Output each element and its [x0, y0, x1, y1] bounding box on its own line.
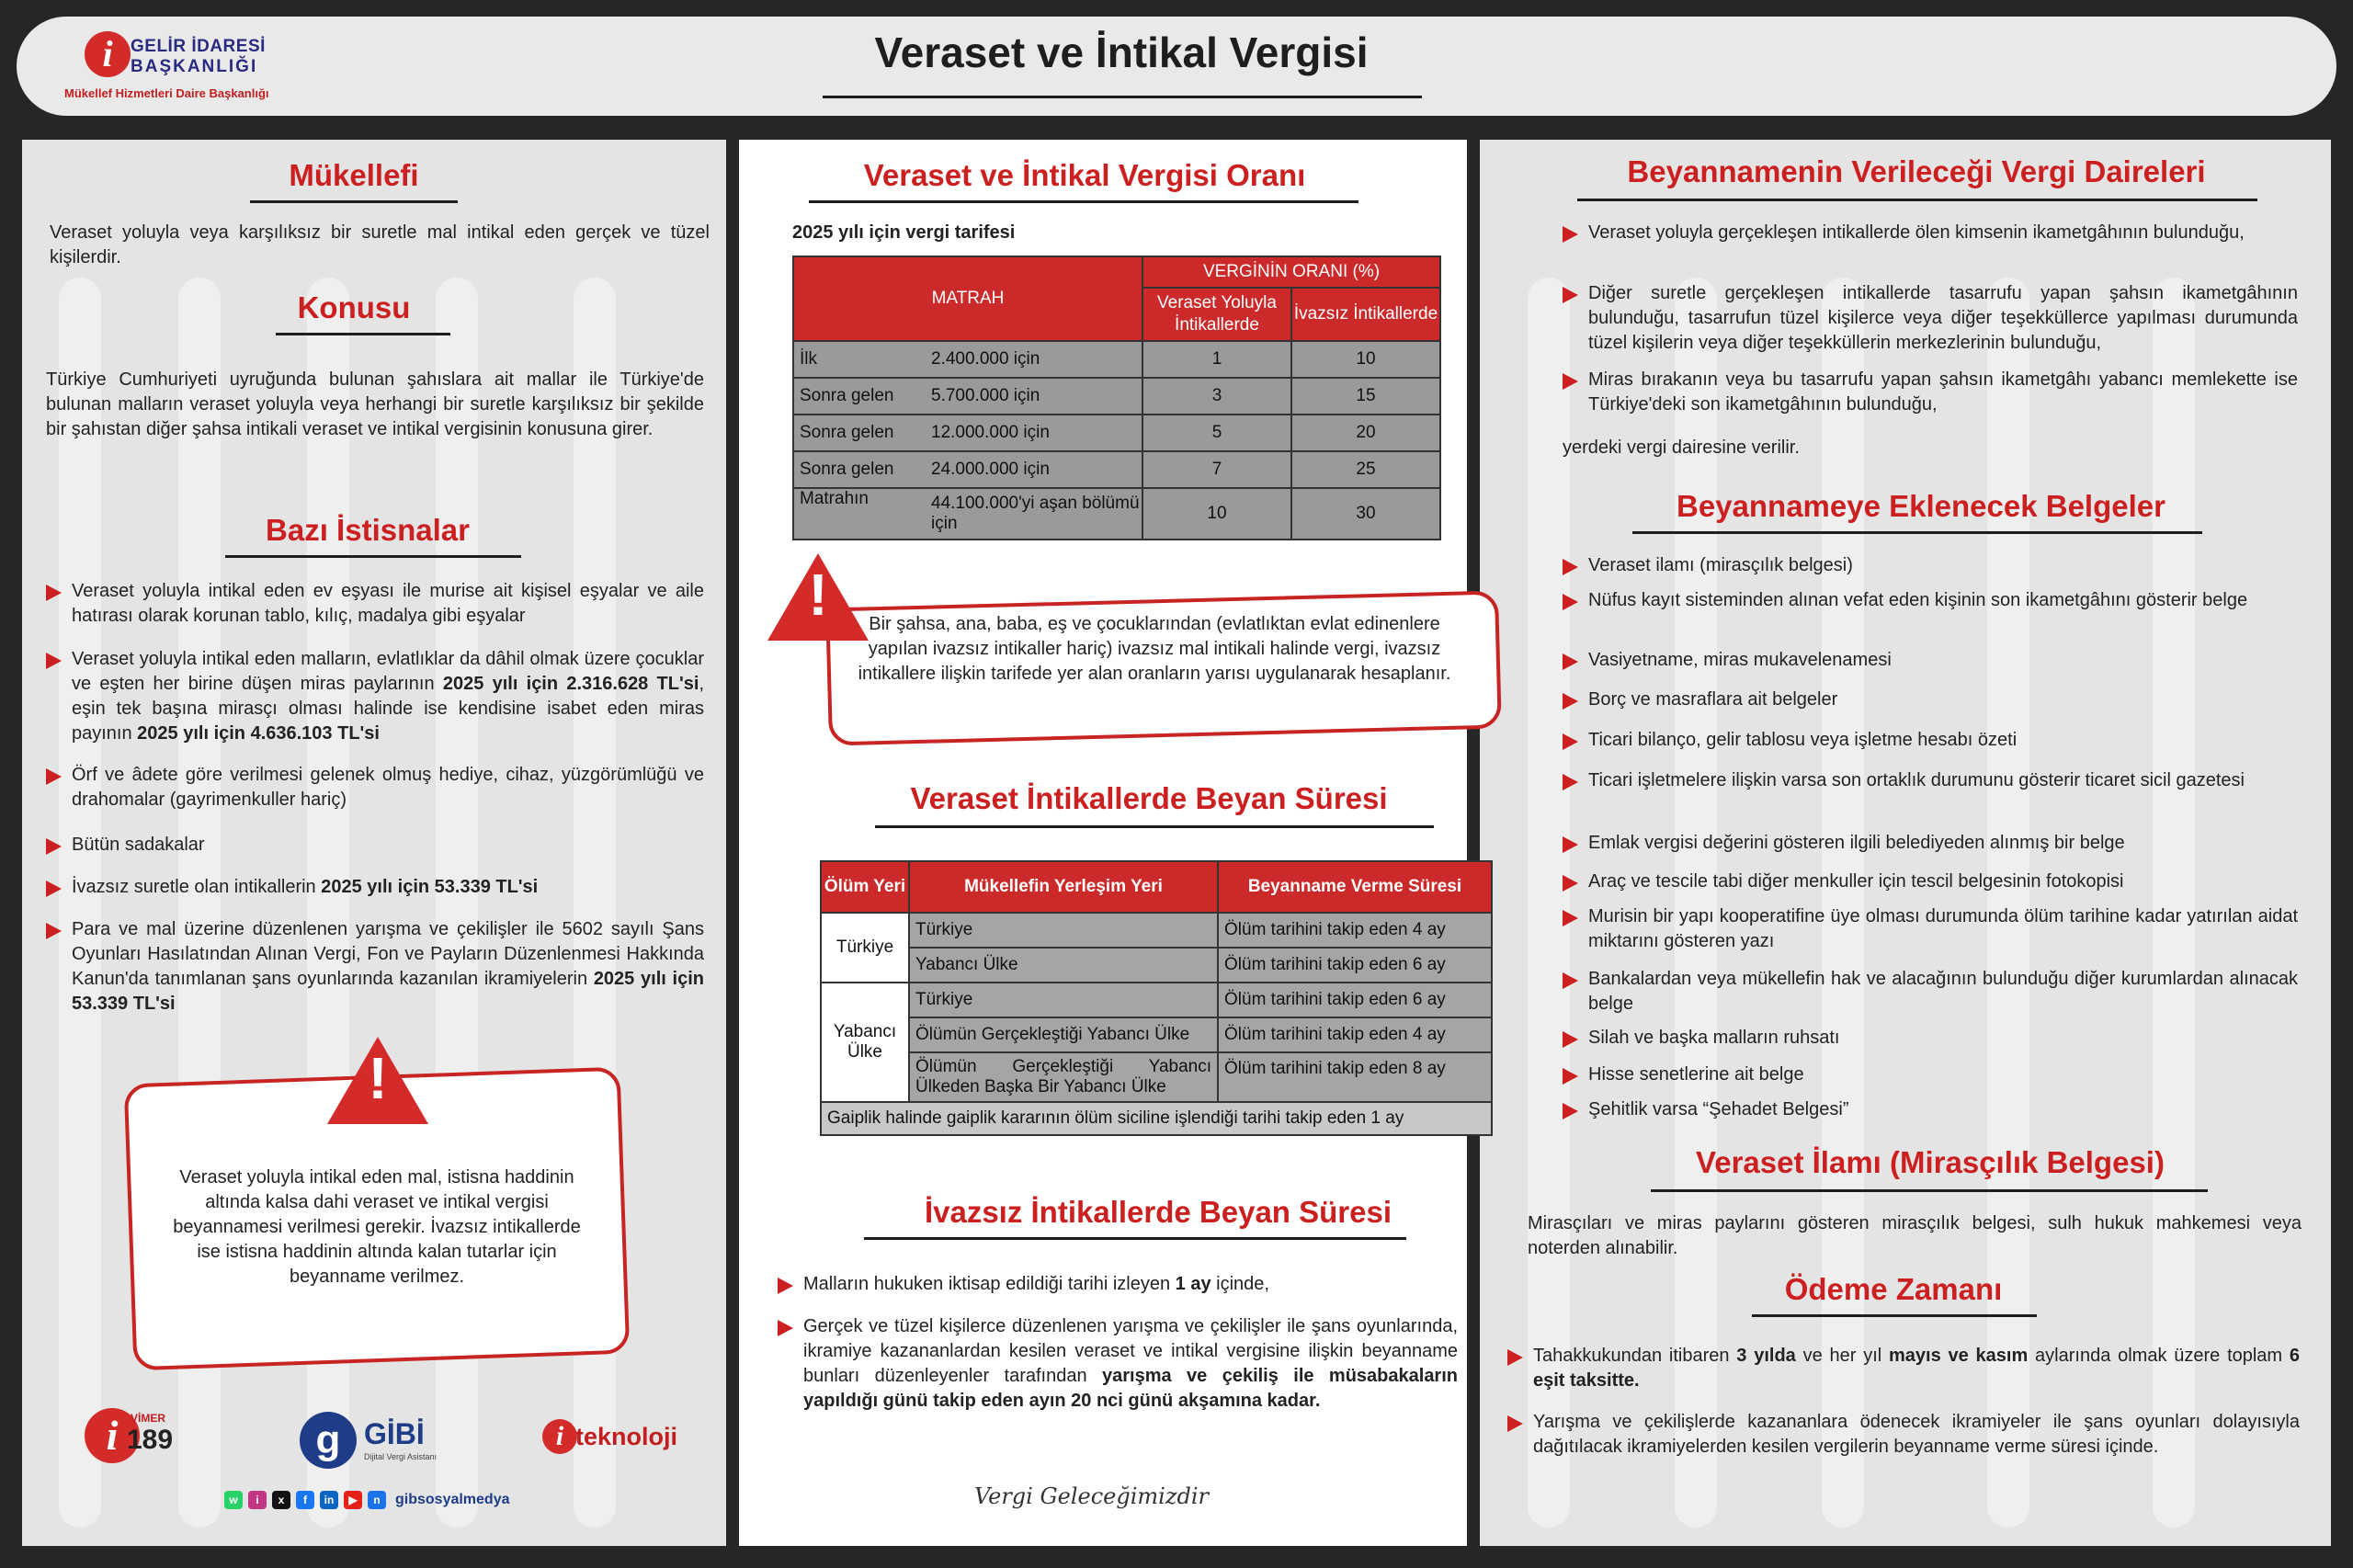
table-row: Ölümün Gerçekleştiği Yabancı Ülkeden Başka Bir Yabancı Ülke Ölüm tarihini takip eden 8 ay	[821, 1052, 1492, 1102]
tax-rate-table: MATRAH VERGİNİN ORANI (%) Veraset Yoluyla İntikallerde İvazsız İntikallerde İlk 2.400.000 için 1 10 Sonra gelen 5.700.000 için 3 15 Sonra gelen 12.000.000 için 5 20 Sonra gelen 24.000.000 için 7 25 Matrahın 44.100.000'yi aşan bölümü için 10 30	[792, 256, 1441, 540]
daire-item: Veraset yoluyla gerçekleşen intikallerde ölen kimsenin ikametgâhının bulunduğu,	[1563, 221, 2298, 245]
odeme-heading: Ödeme Zamanı	[1784, 1272, 2003, 1306]
belge-item: Vasiyetname, miras mukavelenamesi	[1563, 648, 2298, 673]
istisnalar-heading: Bazı İstisnalar	[266, 513, 470, 547]
mukellefi-heading: Mükellefi	[289, 158, 419, 192]
istisna-item: İvazsız suretle olan intikallerin 2025 yılı için 53.339 TL'si	[46, 875, 704, 900]
table-row: Yabancı Ülke Ölüm tarihini takip eden 6 ay	[821, 948, 1492, 983]
nsosyal-icon: n	[368, 1491, 386, 1509]
istisna-item: Örf ve âdete göre verilmesi gelenek olmuş hediye, cihaz, yüzgörümlüğü ve drahomalar (gayrimenkuller hariç)	[46, 763, 704, 812]
belge-item: Silah ve başka malların ruhsatı	[1563, 1026, 2298, 1051]
belge-item: Veraset ilamı (mirasçılık belgesi)	[1563, 553, 2298, 578]
daire-heading: Beyannamenin Verileceği Vergi Daireleri	[1627, 154, 2206, 188]
facebook-icon: f	[296, 1491, 314, 1509]
ilam-heading: Veraset İlamı (Mirasçılık Belgesi)	[1696, 1145, 2165, 1179]
istisna-item: Veraset yoluyla intikal eden ev eşyası ile murise ait kişisel eşyalar ve aile hatırası olarak korunan tablo, kılıç, madalya gibi eşyalar	[46, 579, 704, 629]
konusu-text: Türkiye Cumhuriyeti uyruğunda bulunan şahıslara ait mallar ile Türkiye'de bulunan malların veraset yoluyla veya herhangi bir suretle karşılıksız bir şekilde bir şahıstan diğer şahsa intikali veraset ve intikal vergisinin konusuna girer.	[46, 369, 704, 439]
ilam-text: Mirasçıları ve miras paylarını gösteren mirasçılık belgesi, sulh hukuk mahkemesi veya noterden alınabilir.	[1528, 1213, 2302, 1258]
belge-item: Murisin bir yapı kooperatifine üye olması durumunda ölüm tarihine kadar yatırılan aidat miktarını gösteren yazı	[1563, 904, 2298, 954]
table-row: Sonra gelen 12.000.000 için 5 20	[793, 415, 1440, 451]
instagram-icon: i	[248, 1491, 267, 1509]
table-row: Türkiye Türkiye Ölüm tarihini takip eden 4 ay	[821, 913, 1492, 948]
divider-left	[726, 136, 739, 1551]
belge-item: Ticari işletmelere ilişkin varsa son ortaklık durumunu gösterir ticaret sicil gazetesi	[1563, 768, 2298, 793]
belge-item: Hisse senetlerine ait belge	[1563, 1062, 2298, 1087]
tarife-label: 2025 yılı için vergi tarifesi	[792, 222, 1016, 243]
x-icon: x	[272, 1491, 290, 1509]
belge-item: Nüfus kayıt sisteminden alınan vefat eden kişinin son ikametgâhını gösterir belge	[1563, 588, 2298, 613]
odeme-item: Tahakkukundan itibaren 3 yılda ve her yıl mayıs ve kasım aylarında olmak üzere toplam 6 eşit taksitte.	[1507, 1344, 2300, 1393]
table-row: Yabancı Ülke Türkiye Ölüm tarihini takip eden 6 ay	[821, 983, 1492, 1017]
belge-item: Bankalardan veya mükellefin hak ve alacağının bulunduğu diğer kurumlardan alınacak belge	[1563, 967, 2298, 1017]
page-title: Veraset ve İntikal Vergisi	[874, 28, 1369, 76]
logo-subtitle: Mükellef Hizmetleri Daire Başkanlığı	[64, 86, 269, 100]
konusu-heading: Konusu	[297, 290, 411, 324]
social-handle[interactable]: gibsosyalmedya	[395, 1492, 510, 1507]
table-row: Gaiplik halinde gaiplik kararının ölüm siciline işlendiği tarihi takip eden 1 ay	[821, 1102, 1492, 1135]
daire-end: yerdeki vergi dairesine verilir.	[1563, 437, 1800, 458]
istisna-item: Veraset yoluyla intikal eden malların, evlatlıklar da dâhil olmak üzere çocuklar ve eşten her birine düşen miras paylarının 2025 yılı için 2.316.628 TL'si, eşin tek başına mirasçı olması halinde ise kendisine isabet eden miras payının 2025 yılı için 4.636.103 TL'si	[46, 647, 704, 746]
slogan: Vergi Geleceğimizdir	[974, 1483, 1209, 1509]
gib-logo-icon: i	[85, 31, 131, 77]
beyan-suresi-heading: Veraset İntikallerde Beyan Süresi	[910, 781, 1388, 815]
divider-right	[1467, 136, 1480, 1551]
youtube-icon: ▶	[344, 1491, 362, 1509]
odeme-item: Yarışma ve çekilişlerde kazananlara ödenecek ikramiyeler ile şans oyunları dolayısıyla dağıtılacak ikramiyelerden kesilen vergilerin beyanname verme süresi içinde.	[1507, 1410, 2300, 1460]
daire-item: Diğer suretle gerçekleşen intikallerde tasarrufu yapan şahsın ikametgâhının bulunduğu, tasarrufun tüzel kişilerce veya diğer teşekküllerce yapılması durumunda tüzel kişilerin veya diğer teşekküllerin merkezlerinin bulunduğu,	[1563, 281, 2298, 356]
daire-item: Miras bırakanın veya bu tasarrufu yapan şahsın ikametgâhı yabancı memlekette ise Türkiye'deki son ikametgâhının bulunduğu,	[1563, 368, 2298, 417]
belge-item: Şehitlik varsa “Şehadet Belgesi”	[1563, 1097, 2298, 1122]
social-media-bar	[224, 1491, 510, 1509]
warning-text-middle: Bir şahsa, ana, baba, eş ve çocuklarından (evlatlıktan evlat edinenlere yapılan ivazsız intikaller hariç) ivazsız mal intikali halinde vergi, ivazsız intikallere ilişkin tarifede yer alan oranların yarısı uygulanarak hesaplanır.	[858, 614, 1451, 684]
beyan-suresi-table: Ölüm Yeri Mükellefin Yerleşim Yeri Beyanname Verme Süresi Türkiye Türkiye Ölüm tarihini takip eden 4 ay Yabancı Ülke Ölüm tarihini takip eden 6 ay Yabancı Ülke Türkiye Ölüm tarihini takip eden 6 ay Ölümün Gerçekleştiği Yabancı Ülke Ölüm tarihini takip eden 4 ay Ölümün Gerçekleştiği Yabancı Ülkeden Başka Bir Yabancı Ülke Ölüm tarihini takip eden 8 ay Gaiplik halinde gaiplik kararının ölüm siciline işlendiği tarihi takip eden 1 ay	[820, 860, 1493, 1136]
istisna-item: Para ve mal üzerine düzenlenen yarışma ve çekilişler ile 5602 sayılı Şans Oyunları Hasılatından Alınan Vergi, Fon ve Payların Düzenlenmesi Hakkında Kanun'da tanımlanan şans oyunlarında kazanılan ikramiyelerin 2025 yılı için 53.339 TL'si	[46, 917, 704, 1017]
teknoloji-logo: i teknoloji	[542, 1419, 699, 1465]
belge-item: Emlak vergisi değerini gösteren ilgili belediyeden alınmış bir belge	[1563, 831, 2298, 856]
oran-heading: Veraset ve İntikal Vergisi Oranı	[863, 158, 1306, 192]
ivazsiz-item: Malların hukuken iktisap edildiği tarihi izleyen 1 ay içinde,	[778, 1272, 1458, 1297]
vimer-logo: i VİMER 189	[85, 1408, 195, 1472]
ivazsiz-beyan-heading: İvazsız İntikallerde Beyan Süresi	[924, 1195, 1392, 1229]
whatsapp-icon: w	[224, 1491, 243, 1509]
mukellefi-text: Veraset yoluyla veya karşılıksız bir suretle mal intikal eden gerçek ve tüzel kişilerdir.	[50, 222, 710, 267]
title-underline	[823, 96, 1422, 98]
table-row: Matrahın 44.100.000'yi aşan bölümü için 10 30	[793, 488, 1440, 540]
belge-item: Borç ve masraflara ait belgeler	[1563, 687, 2298, 712]
table-row: Sonra gelen 24.000.000 için 7 25	[793, 451, 1440, 488]
belge-item: Ticari bilanço, gelir tablosu veya işletme hesabı özeti	[1563, 728, 2298, 753]
ivazsiz-item: Gerçek ve tüzel kişilerce düzenlenen yarışma ve çekilişler ile şans oyunlarında, ikramiye kazananlardan kesilen veraset ve intikal vergisine ilişkin beyanname bunları düzenleyenler tarafından yarışma ve çekiliş ile müsabakaların yapıldığı günü takip eden ayın 20 nci günü akşamına kadar.	[778, 1314, 1458, 1414]
belgeler-heading: Beyannameye Eklenecek Belgeler	[1677, 489, 2165, 523]
table-row: İlk 2.400.000 için 1 10	[793, 341, 1440, 378]
linkedin-icon: in	[320, 1491, 338, 1509]
table-row: Sonra gelen 5.700.000 için 3 15	[793, 378, 1440, 415]
istisna-item: Bütün sadakalar	[46, 833, 704, 858]
warning-text-left: Veraset yoluyla intikal eden mal, istisna haddinin altında kalsa dahi veraset ve intikal vergisi beyannamesi verilmesi gerekir. İvazsız intikallerde ise istisna haddinin altında kalan tutarlar için beyanname verilmez.	[173, 1167, 581, 1287]
gibi-logo: g GİBİ Dijital Vergi Asistanı	[300, 1412, 447, 1476]
gib-logo: i GELİR İDARESİ BAŞKANLIĞI Mükellef Hizmetleri Daire Başkanlığı	[64, 33, 269, 100]
belge-item: Araç ve tescile tabi diğer menkuller için tescil belgesinin fotokopisi	[1563, 869, 2298, 894]
table-row: Ölümün Gerçekleştiği Yabancı Ülke Ölüm tarihini takip eden 4 ay	[821, 1017, 1492, 1052]
